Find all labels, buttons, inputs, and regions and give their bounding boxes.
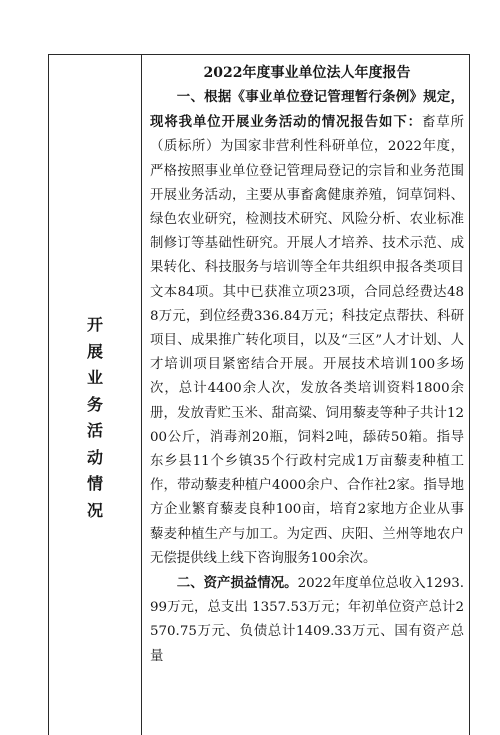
section-2-lead: 二、资产损益情况。 [176, 575, 298, 592]
section-2-paragraph [150, 571, 464, 669]
column-divider [141, 55, 142, 735]
report-title: 2022年度事业单位法人年度报告 [203, 65, 411, 81]
row-header-cell [49, 55, 141, 735]
section-2-body: 2022年度单位总收入1293.99万元，总支出 1357.53万元；年初单位资产总计2570.75万元、负债总计1409.33万元、国有资产总量 [150, 576, 464, 664]
row-header-label: 开展业务活动情况 [86, 315, 103, 520]
section-1-lead: 一、根据《事业单位登记管理暂行条例》规定，现将我单位开展业务活动的情况报告如下： [150, 89, 464, 131]
report-table [48, 54, 470, 735]
section-1-paragraph [150, 85, 464, 571]
content-cell [150, 61, 464, 669]
section-1-body: 畜草所（质标所）为国家非营利性科研单位，2022年度，严格按照事业单位登记管理局登记的宗旨和业务范围开展业务活动，主要从事畜禽健康养殖，饲草饲料、绿色农业研究，检测技术研究、风险分析、农业标准制修订等基础性研究。开展人才培养、技术示范、成果转化、科技服务与培训等全年共组织申报各类项目文本84项。其中已获准立项23项，合同总经费达488万元，到位经费336.84万元；科技定点帮扶、科研项目、成果推广转化项目，以及“三区”人才计划、人才培训项目紧密结合开展。开展技术培训100多场次，总计4400余人次，发放各类培训资料1800余册，发放青贮玉米、甜高粱、饲用藜麦等种子共计1200公斤，消毒剂20瓶，饲料2吨，舔砖50箱。指导东乡县11个乡镇35个行政村完成1万亩藜麦种植工作，带动藜麦种植户4000余户、合作社2家。指导地方企业繁育藜麦良种100亩，培育2家地方企业从事藜麦种植生产与加工。为定西、庆阳、兰州等地农户无偿提供线上线下咨询服务100余次。 [150, 115, 465, 566]
